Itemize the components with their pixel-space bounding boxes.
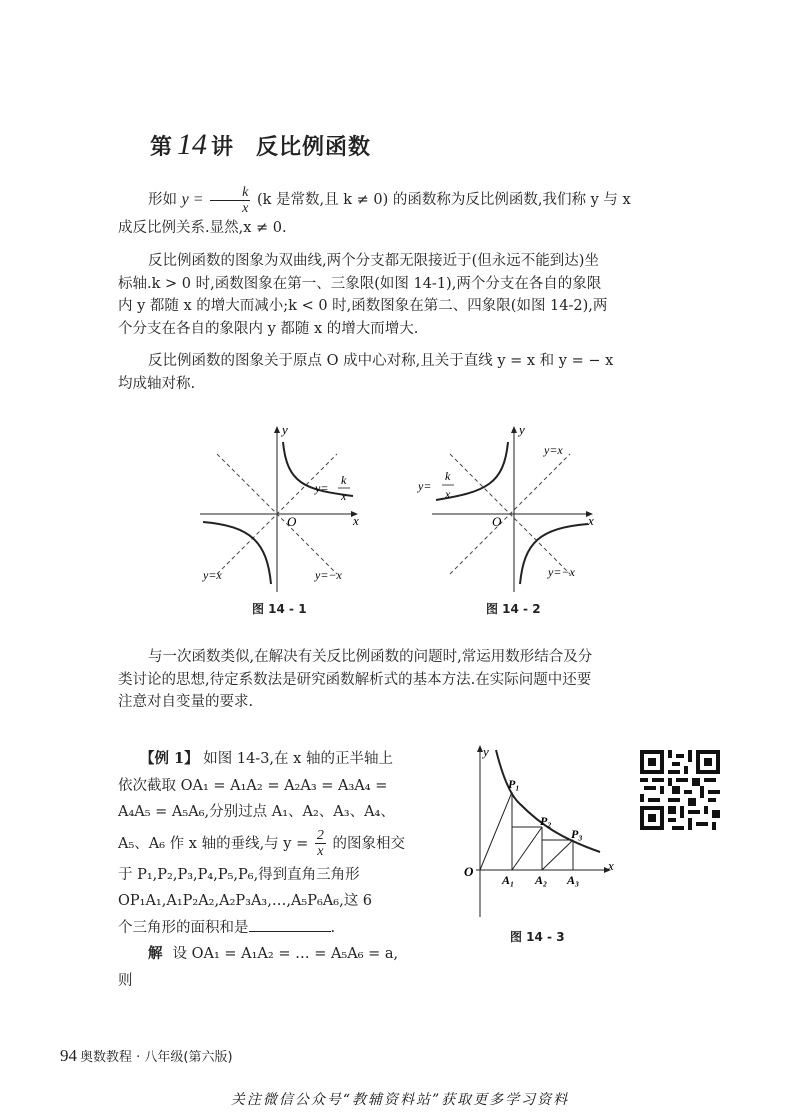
para1-equation: y = xyxy=(181,191,204,208)
title-prefix: 第 xyxy=(150,134,174,159)
para2-line4: 个分支在各自的象限内 y 都随 x 的增大而增大. xyxy=(118,320,419,337)
fig3-hyp-2 xyxy=(512,827,542,870)
fig3-p3-label: P₃ xyxy=(571,827,583,841)
para2-line1: 反比例函数的图象为双曲线,两个分支都无限接近于(但永远不能到达)坐 xyxy=(148,253,599,269)
figure-14-1 xyxy=(195,424,375,594)
fig3-x-label: x xyxy=(608,858,614,873)
para1-rest: (k 是常数,且 k ≠ 0) 的函数称为反比例函数,我们称 y 与 x xyxy=(256,192,631,208)
fig1-caption: 图 14 - 1 xyxy=(252,602,307,616)
example-line7: 个三角形的面积和是 xyxy=(118,919,249,936)
fig3-origin-label: O xyxy=(464,864,474,879)
fig3-y-label: y xyxy=(483,744,489,759)
fig1-y-arrow xyxy=(274,426,280,433)
fig2-x-label: x xyxy=(588,513,594,528)
fig2-curve-eq: y= xyxy=(418,479,432,493)
figure-14-3 xyxy=(460,742,620,922)
answer-blank xyxy=(249,917,331,932)
paragraph-definition xyxy=(118,183,684,240)
example-line1: 如图 14-3,在 x 轴的正半轴上 xyxy=(203,751,393,767)
fig2-line2-label: y=−x xyxy=(548,565,575,579)
paragraph-graph-properties xyxy=(118,250,684,340)
solution-label: 解 xyxy=(148,945,163,962)
fig1-x-label: x xyxy=(353,513,359,528)
fraction-2-over-x: $\frac{2}{x}$ xyxy=(316,828,324,859)
para4-line3: 注意对自变量的要求. xyxy=(118,694,254,710)
fig3-a1-label: A₁ xyxy=(502,873,515,887)
page-number: 94 xyxy=(60,1046,77,1065)
bottom-watermark-note: 关注微信公众号“教辅资料站”获取更多学习资料 xyxy=(230,1092,570,1108)
para4-line2: 类讨论的思想,待定系数法是研究函数解析式的基本方法.在实际问题中还要 xyxy=(118,671,592,688)
example-line6: OP₁A₁,A₁P₂A₂,A₂P₃A₃,…,A₅P₆A₆,这 6 xyxy=(118,893,373,909)
fig2-line1-label: y=x xyxy=(544,443,563,457)
fig3-p1-label: P₁ xyxy=(508,777,520,791)
example-line7-end: . xyxy=(330,919,336,936)
fraction-k-over-x: $\frac{k}{x}$ xyxy=(210,185,250,216)
fig1-line1-label: y=x xyxy=(203,568,222,582)
fig2-y-arrow xyxy=(511,426,517,433)
title-number: 14 xyxy=(177,128,208,161)
example-line5: 于 P₁,P₂,P₃,P₄,P₅,P₆,得到直角三角形 xyxy=(118,866,360,883)
example-line4-a: A₅、A₆ 作 x 轴的垂线,与 y = xyxy=(118,835,309,852)
title-suffix: 讲 xyxy=(211,134,235,159)
fig2-frac-den: x xyxy=(445,487,451,501)
fig2-caption: 图 14 - 2 xyxy=(486,602,541,616)
figure-14-2 xyxy=(410,424,610,594)
fig2-origin-label: O xyxy=(492,514,502,529)
fig1-frac-num: k xyxy=(341,473,347,487)
fig3-hyp-3 xyxy=(542,840,573,870)
lesson-title xyxy=(150,128,371,162)
paragraph-methods xyxy=(118,646,684,714)
fig1-line2-label: y=−x xyxy=(315,568,342,582)
fig3-caption: 图 14 - 3 xyxy=(510,930,565,944)
para1-line2: 成反比例关系.显然,x ≠ 0. xyxy=(118,220,287,236)
example-line4-b: 的图象相交 xyxy=(332,835,405,852)
para3-line2: 均成轴对称. xyxy=(118,375,196,392)
para2-line3: 内 y 都随 x 的增大而减小;k < 0 时,函数图象在第二、四象限(如图 14-2),两 xyxy=(118,298,608,314)
fig2-y-label: y xyxy=(519,424,525,437)
para3-line1: 反比例函数的图象关于原点 O 成中心对称,且关于直线 y = x 和 y = − x xyxy=(148,353,614,369)
book-title: 奥数教程 · 八年级(第六版) xyxy=(80,1050,233,1065)
para4-line1: 与一次函数类似,在解决有关反比例函数的问题时,常运用数形结合及分 xyxy=(148,649,593,665)
solution-line2: 则 xyxy=(118,972,133,989)
example-line3: A₄A₅ = A₅A₆,分别过点 A₁、A₂、A₃、A₄、 xyxy=(118,804,395,820)
fig3-a3-label: A₃ xyxy=(567,873,580,887)
page-footer xyxy=(60,1046,233,1066)
fig1-origin-label: O xyxy=(287,514,297,529)
example-label: 【例 1】 xyxy=(140,750,199,767)
para2-line2: 标轴.k > 0 时,函数图象在第一、三象限(如图 14-1),两个分支在各自的象限 xyxy=(118,275,602,292)
fig1-curve-eq: y= xyxy=(315,481,329,495)
paragraph-symmetry xyxy=(118,350,684,395)
para1-lead: 形如 xyxy=(148,192,177,208)
fig1-frac-den: x xyxy=(341,489,347,503)
qr-code xyxy=(640,750,720,830)
fig2-frac-num: k xyxy=(445,469,451,483)
title-name: 反比例函数 xyxy=(256,134,372,159)
example-1 xyxy=(118,746,458,994)
fig1-y-label: y xyxy=(282,424,288,437)
example-line2: 依次截取 OA₁ = A₁A₂ = A₂A₃ = A₃A₄ = xyxy=(118,777,388,794)
fig3-p2-label: P₂ xyxy=(540,814,552,828)
solution-line1: 设 OA₁ = A₁A₂ = … = A₅A₆ = a, xyxy=(172,946,399,962)
fig3-hyp-1 xyxy=(480,792,512,870)
fig3-a2-label: A₂ xyxy=(535,873,548,887)
